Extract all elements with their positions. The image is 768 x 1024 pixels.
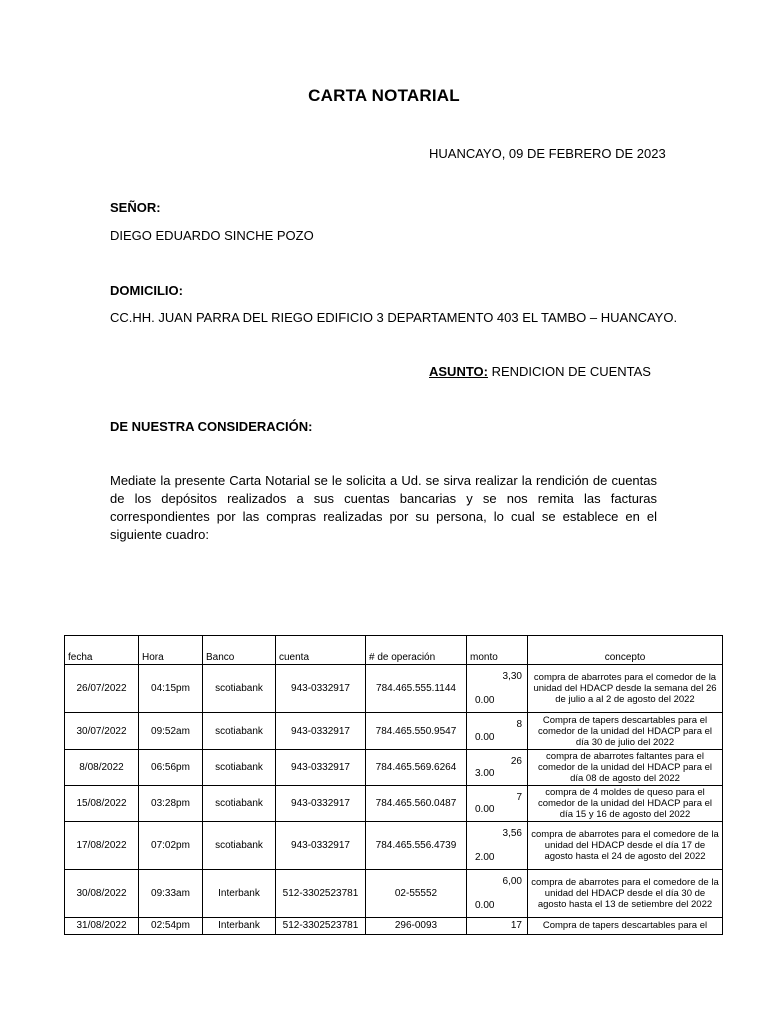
cell-fecha: 30/07/2022 bbox=[65, 713, 139, 750]
monto-part-b: 0.00 bbox=[475, 804, 495, 815]
monto-part-a: 8 bbox=[516, 719, 522, 730]
cell-hora: 09:52am bbox=[139, 713, 203, 750]
header-cuenta: cuenta bbox=[276, 636, 366, 665]
cell-hora: 07:02pm bbox=[139, 822, 203, 870]
domicilio-value: CC.HH. JUAN PARRA DEL RIEGO EDIFICIO 3 DEPARTAMENTO 403 EL TAMBO – HUANCAYO. bbox=[110, 310, 678, 325]
monto-part-a: 6,00 bbox=[502, 876, 522, 887]
table-row bbox=[65, 750, 723, 786]
letter-title: CARTA NOTARIAL bbox=[308, 86, 460, 105]
domicilio-label: DOMICILIO: bbox=[110, 283, 183, 298]
cell-operacion: 784.465.556.4739 bbox=[366, 822, 467, 870]
cell-hora: 03:28pm bbox=[139, 786, 203, 822]
monto-part-b: 0.00 bbox=[475, 900, 495, 911]
cell-cuenta: 943-0332917 bbox=[276, 665, 366, 713]
monto-part-a: 17 bbox=[510, 920, 522, 931]
cell-cuenta: 512-3302523781 bbox=[276, 918, 366, 935]
cell-hora: 04:15pm bbox=[139, 665, 203, 713]
monto-part-b: 3.00 bbox=[475, 768, 495, 779]
senor-label: SEÑOR: bbox=[110, 200, 161, 215]
cell-monto bbox=[467, 786, 528, 822]
cell-fecha: 8/08/2022 bbox=[65, 750, 139, 786]
cell-monto bbox=[467, 665, 528, 713]
cell-operacion: 296-0093 bbox=[366, 918, 467, 935]
cell-concepto: compra de abarrotes para el comedor de la unidad del HDACP desde la semana del 26 de julio a al 2 de agosto del 2022 bbox=[528, 665, 723, 713]
table-row bbox=[65, 786, 723, 822]
operations-table bbox=[64, 635, 723, 935]
cell-fecha: 31/08/2022 bbox=[65, 918, 139, 935]
cell-banco: Interbank bbox=[203, 918, 276, 935]
table-row bbox=[65, 870, 723, 918]
cell-operacion: 784.465.560.0487 bbox=[366, 786, 467, 822]
place-date: HUANCAYO, 09 DE FEBRERO DE 2023 bbox=[429, 146, 666, 161]
cell-concepto: compra de abarrotes para el comedore de la unidad del HDACP desde el día 30 de agosto hasta el 13 de setiembre del 2022 bbox=[528, 870, 723, 918]
cell-banco: Interbank bbox=[203, 870, 276, 918]
monto-part-a: 3,30 bbox=[502, 671, 522, 682]
cell-monto bbox=[467, 713, 528, 750]
cell-operacion: 784.465.555.1144 bbox=[366, 665, 467, 713]
header-fecha: fecha bbox=[65, 636, 139, 665]
header-monto: monto bbox=[467, 636, 528, 665]
header-operacion: # de operación bbox=[366, 636, 467, 665]
cell-monto bbox=[467, 822, 528, 870]
cell-monto bbox=[467, 918, 528, 935]
table-row bbox=[65, 822, 723, 870]
cell-banco: scotiabank bbox=[203, 822, 276, 870]
cell-banco: scotiabank bbox=[203, 665, 276, 713]
cell-fecha: 30/08/2022 bbox=[65, 870, 139, 918]
monto-part-a: 3,56 bbox=[502, 828, 522, 839]
table-row bbox=[65, 665, 723, 713]
cell-cuenta: 943-0332917 bbox=[276, 713, 366, 750]
body-paragraph: Mediate la presente Carta Notarial se le solicita a Ud. se sirva realizar la rendición de cuentas de los depósitos realizados a sus cuentas bancarias y se nos remita las facturas correspondientes por las compras realizadas por su persona, lo cual se establece en el siguiente cuadro: bbox=[110, 473, 657, 542]
cell-fecha: 17/08/2022 bbox=[65, 822, 139, 870]
asunto-label: ASUNTO: bbox=[429, 364, 488, 379]
cell-cuenta: 943-0332917 bbox=[276, 822, 366, 870]
cell-hora: 02:54pm bbox=[139, 918, 203, 935]
cell-concepto: compra de abarrotes para el comedore de la unidad del HDACP desde el día 17 de agosto hasta el 24 de agosto del 2022 bbox=[528, 822, 723, 870]
table-row bbox=[65, 918, 723, 935]
cell-banco: scotiabank bbox=[203, 713, 276, 750]
table-header-row bbox=[65, 636, 723, 665]
cell-fecha: 26/07/2022 bbox=[65, 665, 139, 713]
cell-concepto: compra de 4 moldes de queso para el comedor de la unidad del HDACP para el día 15 y 16 de agosto del 2022 bbox=[528, 786, 723, 822]
monto-part-b: 0.00 bbox=[475, 732, 495, 743]
cell-hora: 09:33am bbox=[139, 870, 203, 918]
header-hora: Hora bbox=[139, 636, 203, 665]
asunto-line bbox=[429, 363, 651, 381]
cell-cuenta: 943-0332917 bbox=[276, 786, 366, 822]
consideracion-heading: DE NUESTRA CONSIDERACIÓN: bbox=[110, 419, 313, 434]
monto-part-b: 2.00 bbox=[475, 852, 495, 863]
cell-concepto: Compra de tapers descartables para el bbox=[528, 918, 723, 935]
header-concepto: concepto bbox=[528, 636, 723, 665]
asunto-value: RENDICION DE CUENTAS bbox=[487, 364, 651, 379]
cell-concepto: compra de abarrotes faltantes para el comedor de la unidad del HDACP para el día 08 de agosto del 2022 bbox=[528, 750, 723, 786]
monto-part-a: 7 bbox=[516, 792, 522, 803]
cell-cuenta: 943-0332917 bbox=[276, 750, 366, 786]
cell-concepto: Compra de tapers descartables para el comedor de la unidad del HDACP para el día 30 de julio del 2022 bbox=[528, 713, 723, 750]
monto-part-b: 0.00 bbox=[475, 695, 495, 706]
header-banco: Banco bbox=[203, 636, 276, 665]
cell-hora: 06:56pm bbox=[139, 750, 203, 786]
cell-banco: scotiabank bbox=[203, 786, 276, 822]
recipient-name: DIEGO EDUARDO SINCHE POZO bbox=[110, 228, 314, 243]
cell-operacion: 784.465.569.6264 bbox=[366, 750, 467, 786]
cell-monto bbox=[467, 870, 528, 918]
cell-fecha: 15/08/2022 bbox=[65, 786, 139, 822]
cell-banco: scotiabank bbox=[203, 750, 276, 786]
cell-monto bbox=[467, 750, 528, 786]
table-row bbox=[65, 713, 723, 750]
cell-operacion: 02-55552 bbox=[366, 870, 467, 918]
cell-operacion: 784.465.550.9547 bbox=[366, 713, 467, 750]
monto-part-a: 26 bbox=[510, 756, 522, 767]
cell-cuenta: 512-3302523781 bbox=[276, 870, 366, 918]
